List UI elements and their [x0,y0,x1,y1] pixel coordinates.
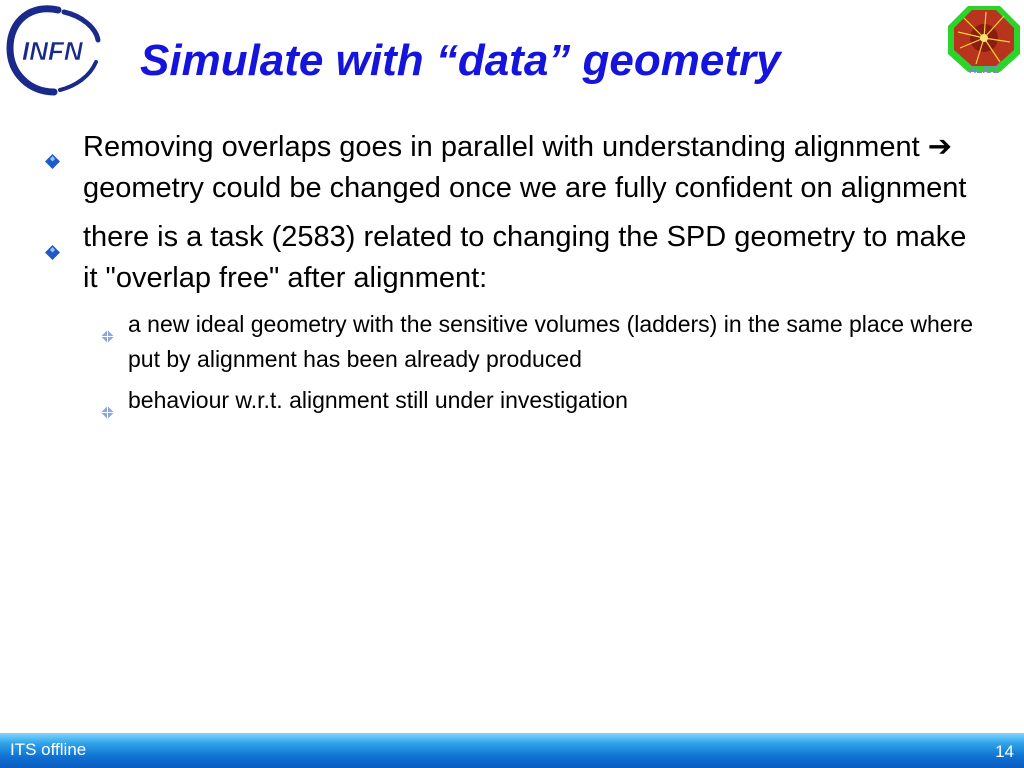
sub-bullet-icon [101,318,114,331]
sub-bullet-text: a new ideal geometry with the sensitive volumes (ladders) in the same place where put by alignment has been already produced [128,311,974,372]
sub-bullet-text: behaviour w.r.t. alignment still under investigation [128,387,628,413]
diamond-bullet-icon [45,140,60,155]
bullet-text-part: geometry could be changed once we are fully confident on alignment [83,172,967,204]
bullet-item [83,126,988,209]
bullet-text: there is a task (2583) related to changing the SPD geometry to make it "overlap free" after alignment: [83,221,967,294]
slide-body [0,126,1024,424]
infn-logo [2,2,102,98]
footer-title: ITS offline [10,740,87,759]
sub-bullet-icon [101,394,114,407]
right-arrow-icon: ➔ [927,129,953,163]
page-number: 14 [995,742,1014,761]
svg-text:ALICE: ALICE [969,65,999,74]
diamond-bullet-icon [45,231,60,246]
bullet-item [83,217,988,299]
sub-bullet-item [128,307,978,377]
alice-logo [946,4,1022,74]
svg-text:INFN: INFN [22,36,83,66]
slide-title: Simulate with “data” geometry [140,36,781,85]
footer-bar [0,733,1024,768]
bullet-text-part: Removing overlaps goes in parallel with understanding alignment [83,131,928,163]
sub-bullet-item [128,383,978,418]
